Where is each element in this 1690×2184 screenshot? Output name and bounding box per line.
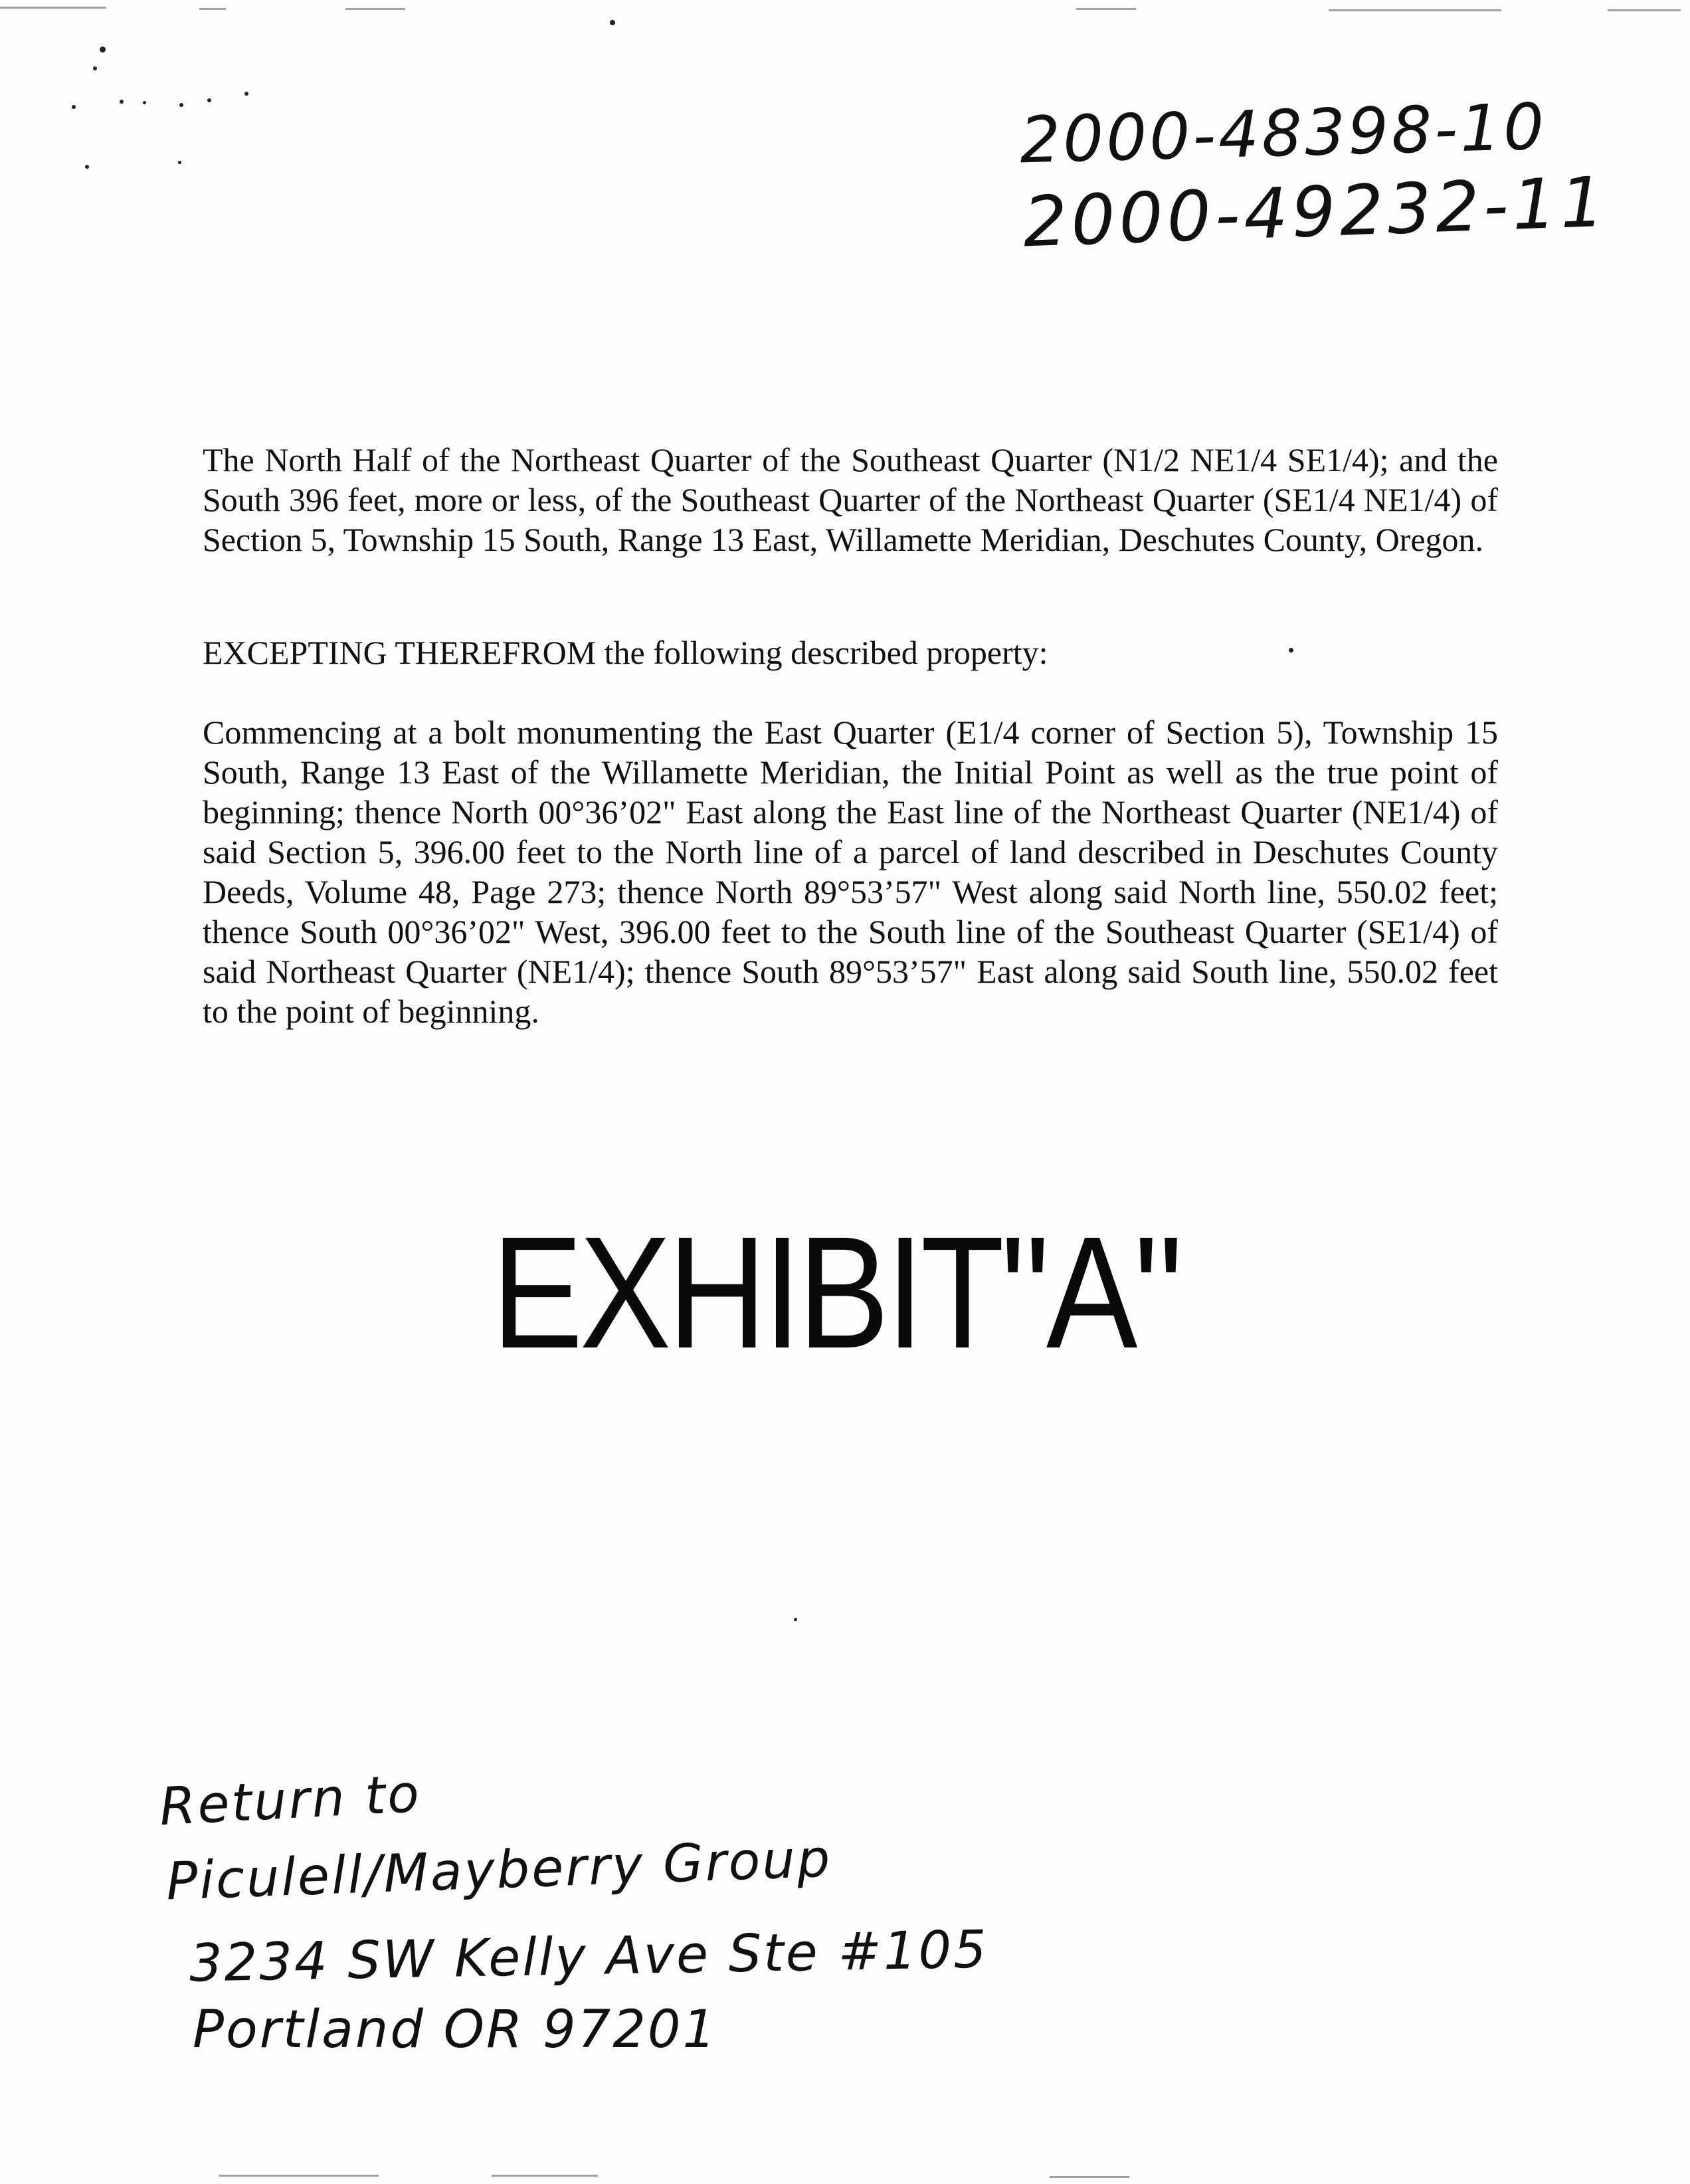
scan-edge-top — [345, 8, 405, 10]
scan-edge-top — [0, 7, 106, 9]
return-to-label: Return to — [157, 1763, 423, 1838]
legal-description-paragraph-2: EXCEPTING THEREFROM the following described property: — [203, 634, 1048, 671]
return-to-name: Piculell/Mayberry Group — [165, 1829, 833, 1912]
legal-description-paragraph-3: Commencing at a bolt monumenting the East Quarter (E1/4 corner of Section 5), Township 15 South, Range 13 East of the Willamette Meridian, the Initial Point as well as the true point of beginning; thence North 00°36’02" East along the East line of the Northeast Quarter (NE1/4) of said Section 5, 396.00 feet to the North line of a parcel of land described in Deschutes County Deeds, Volume 48, Page 273; thence North 89°53’57" West along said North line, 550.02 feet; thence South 00°36’02" West, 396.00 feet to the South line of the Southeast Quarter (SE1/4) of said Northeast Quarter (NE1/4); thence South 89°53’57" East along said South line, 550.02 feet to the point of beginning. — [203, 714, 1498, 1030]
scan-speck — [85, 165, 89, 169]
scan-speck — [143, 101, 146, 104]
scan-edge-top — [1329, 9, 1501, 11]
scan-edge-top — [1076, 8, 1136, 10]
return-to-street: 3234 SW Kelly Ave Ste #105 — [189, 1920, 989, 1994]
legal-description-paragraph-1: The North Half of the Northeast Quarter of the Southeast Quarter (N1/2 NE1/4 SE1/4); and the South 396 feet, more or less, of the Southeast Quarter of the Northeast Quarter (SE1/4 NE1/4) of Section 5, Township 15 South, Range 13 East, Willamette Meridian, Deschutes County, Oregon. — [203, 441, 1498, 558]
recording-number-1: 2000-48398-10 — [1018, 89, 1548, 178]
exhibit-title: EXHIBIT"A" — [492, 1203, 1180, 1381]
recording-number-2: 2000-49232-11 — [1022, 161, 1610, 263]
return-to-city: Portland OR 97201 — [193, 2000, 718, 2060]
scan-speck — [120, 100, 124, 104]
scan-edge-bottom — [1050, 2176, 1129, 2178]
scan-edge-bottom — [219, 2175, 379, 2177]
scan-speck — [207, 98, 211, 102]
scan-speck — [794, 1618, 797, 1621]
scan-edge-bottom — [492, 2175, 598, 2177]
scan-edge-top — [199, 8, 226, 10]
scan-speck — [244, 92, 248, 96]
scan-speck — [179, 103, 183, 107]
scan-speck — [610, 20, 615, 25]
scan-speck — [100, 47, 106, 52]
scan-speck — [178, 161, 181, 164]
scan-speck — [93, 66, 97, 70]
scan-edge-top — [1608, 9, 1681, 11]
scan-speck — [72, 105, 76, 109]
